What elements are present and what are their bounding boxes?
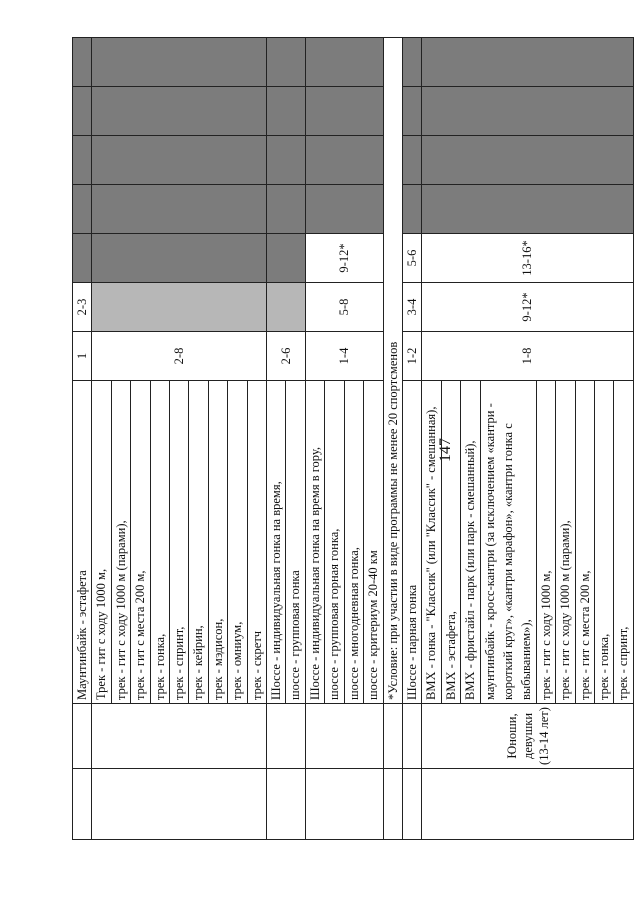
rank-cell-6 <box>73 87 92 136</box>
discipline-line: шоссе - критериум 20-40 км <box>363 381 382 703</box>
rank-cell-2 <box>92 283 267 332</box>
age-group-line: девушки <box>520 712 535 760</box>
rank-cell-1: 1-2 <box>402 332 421 381</box>
age-cell <box>383 704 402 769</box>
sport-cell <box>92 769 267 840</box>
discipline-line: трек - спринт, <box>169 381 188 703</box>
rank-cell-4 <box>305 185 383 234</box>
rank-cell-1: 1-4 <box>305 332 383 381</box>
discipline-line: Трек - гит с ходу 1000 м, <box>94 568 109 700</box>
age-cell <box>267 704 306 769</box>
rank-cell-7 <box>92 38 267 87</box>
table-row <box>383 38 402 840</box>
discipline-line: маунтинбайк - кросс-кантри (за исключением «кантри - <box>480 381 499 703</box>
rank-cell-6 <box>305 87 383 136</box>
discipline-cell <box>92 381 267 704</box>
discipline-line: трек - гит с ходу 1000 м (парами), <box>111 381 130 703</box>
discipline-cell <box>305 381 383 704</box>
sport-cell <box>422 769 633 840</box>
rank-cell-2: 2-3 <box>73 283 92 332</box>
table-row <box>267 38 306 840</box>
table-row <box>92 38 267 840</box>
table-row <box>422 38 633 840</box>
rank-cell-6 <box>402 87 421 136</box>
age-cell <box>402 704 421 769</box>
discipline-line: выбыванием»), <box>519 619 534 700</box>
rank-cell-1: 1 <box>73 332 92 381</box>
rank-cell-2 <box>267 283 306 332</box>
discipline-line: трек - мэдисон, <box>208 381 227 703</box>
rank-cell-5 <box>73 136 92 185</box>
rank-cell-5 <box>267 136 306 185</box>
sport-cell <box>267 769 306 840</box>
rank-cell-5 <box>422 136 633 185</box>
discipline-line: шоссе - многодневная гонка, <box>344 381 363 703</box>
rank-cell-3: 5-6 <box>402 234 421 283</box>
rank-cell-7 <box>73 38 92 87</box>
rank-cell-3 <box>73 234 92 283</box>
discipline-line: трек - спринт, <box>613 381 632 703</box>
sport-cell <box>305 769 383 840</box>
age-group-line: (13-14 лет) <box>536 707 551 765</box>
rank-cell-6 <box>92 87 267 136</box>
sport-cell <box>73 769 92 840</box>
ranking-table <box>72 37 634 840</box>
rank-cell-1: 2-6 <box>267 332 306 381</box>
rank-cell-4 <box>73 185 92 234</box>
sport-cell <box>383 769 402 840</box>
rank-cell-7 <box>305 38 383 87</box>
age-group-line: Юноши, <box>504 713 519 759</box>
rank-cell-3 <box>267 234 306 283</box>
rank-cell-3: 13-16* <box>422 234 633 283</box>
discipline-line: Шоссе - парная гонка <box>404 584 419 700</box>
discipline-line: Маунтинбайк - эстафета <box>75 570 89 700</box>
rank-cell-6 <box>267 87 306 136</box>
rank-cell-7 <box>402 38 421 87</box>
rank-cell-6 <box>422 87 633 136</box>
table-row <box>402 38 421 840</box>
discipline-line: трек - кейрин, <box>188 381 207 703</box>
rank-cell-5 <box>305 136 383 185</box>
rank-cell-4 <box>92 185 267 234</box>
table-row <box>73 38 92 840</box>
discipline-line: шоссе - групповая гонка <box>285 381 304 703</box>
discipline-line: трек - гит с ходу 1000 м, <box>536 381 555 703</box>
discipline-line: BMX - эстафета, <box>441 381 460 703</box>
rank-cell-3 <box>92 234 267 283</box>
rank-cell-7 <box>267 38 306 87</box>
page-number: 147 <box>437 438 454 462</box>
discipline-cell <box>267 381 306 704</box>
condition-note: *Условие: при участии в виде программы не менее 20 спортсменов <box>383 38 402 704</box>
discipline-cell <box>73 381 92 704</box>
rank-cell-4 <box>402 185 421 234</box>
table-row <box>305 38 383 840</box>
rank-cell-5 <box>402 136 421 185</box>
age-cell <box>305 704 383 769</box>
rank-cell-5 <box>92 136 267 185</box>
discipline-line: трек - гит с ходу 1000 м (парами), <box>555 381 574 703</box>
discipline-cell <box>422 381 633 704</box>
rank-cell-7 <box>422 38 633 87</box>
age-cell <box>73 704 92 769</box>
discipline-line: трек - гит с места 200 м, <box>130 381 149 703</box>
discipline-line: трек - гонка, <box>594 381 613 703</box>
discipline-line: BMX - фристайл - парк (или парк - смешанный), <box>460 381 479 703</box>
rank-cell-4 <box>422 185 633 234</box>
discipline-line: Шоссе - индивидуальная гонка на время, <box>269 481 284 700</box>
age-cell <box>92 704 267 769</box>
discipline-line: шоссе - групповая горная гонка, <box>324 381 343 703</box>
rank-cell-2: 3-4 <box>402 283 421 332</box>
discipline-cell <box>402 381 421 704</box>
discipline-line: трек - омниум, <box>227 381 246 703</box>
rank-cell-3: 9-12* <box>305 234 383 283</box>
discipline-line: трек - гит с места 200 м, <box>575 381 594 703</box>
discipline-line: короткий круг», «кантри марафон», «кантри гонка с <box>500 423 515 700</box>
rank-cell-1: 2-8 <box>92 332 267 381</box>
discipline-line: трек - гонка, <box>150 381 169 703</box>
rank-cell-2: 9-12* <box>422 283 633 332</box>
rank-cell-1: 1-8 <box>422 332 633 381</box>
discipline-line: Шоссе - индивидуальная гонка на время в гору, <box>307 446 322 700</box>
sport-cell <box>402 769 421 840</box>
age-group-cell <box>422 704 633 769</box>
discipline-line: трек - скретч <box>247 381 266 703</box>
rank-cell-4 <box>267 185 306 234</box>
rank-cell-2: 5-8 <box>305 283 383 332</box>
discipline-line: BMX - гонка - "Классик" (или "Классик" - смешанная), <box>424 406 439 700</box>
